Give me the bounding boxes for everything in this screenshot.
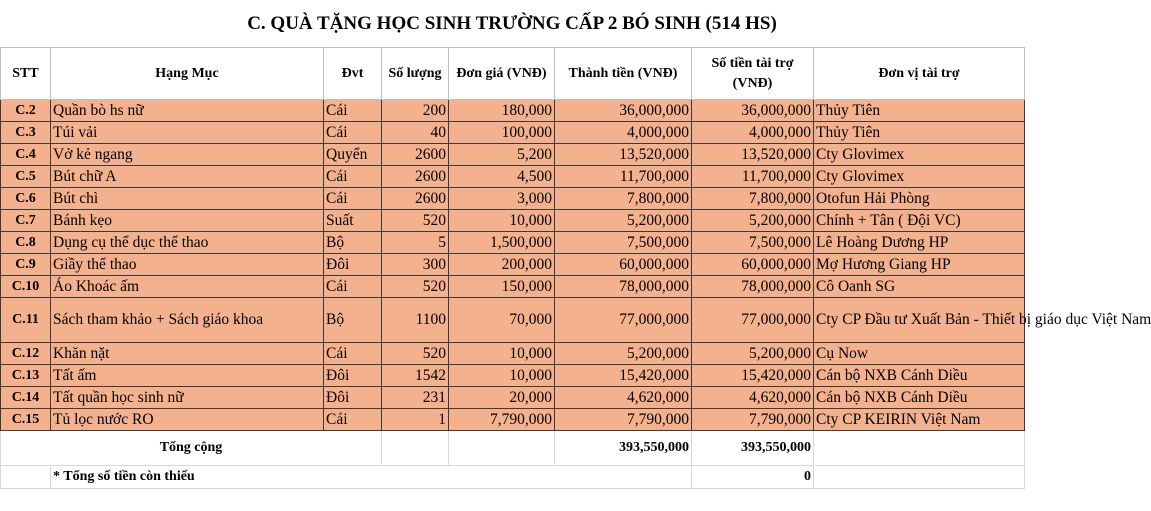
table-row xyxy=(1,144,1025,166)
cell-item: Tất ấm xyxy=(51,365,324,387)
cell-stt: C.15 xyxy=(1,409,51,431)
header-qty: Số lượng xyxy=(382,48,449,100)
cell-price: 10,000 xyxy=(449,210,555,232)
table-row xyxy=(1,122,1025,144)
cell-sponsor: Cán bộ NXB Cánh Diều xyxy=(814,365,1025,387)
header-row xyxy=(1,48,1025,100)
cell-item: Vở kẻ ngang xyxy=(51,144,324,166)
cell-unit: Cái xyxy=(324,166,382,188)
total-sponsored: 393,550,000 xyxy=(692,431,814,466)
cell-qty: 1100 xyxy=(382,298,449,343)
sheet-title: C. QUÀ TẶNG HỌC SINH TRƯỜNG CẤP 2 BÓ SINH (514 HS) xyxy=(0,0,1024,48)
cell-qty: 231 xyxy=(382,387,449,409)
cell-qty: 2600 xyxy=(382,144,449,166)
cell-price: 10,000 xyxy=(449,365,555,387)
cell-sponsored: 7,790,000 xyxy=(692,409,814,431)
cell-stt: C.11 xyxy=(1,298,51,343)
cell-price: 4,500 xyxy=(449,166,555,188)
cell-unit: Suất xyxy=(324,210,382,232)
cell-stt: C.2 xyxy=(1,100,51,122)
cell-qty: 520 xyxy=(382,343,449,365)
cell-item: Dụng cụ thể dục thể thao xyxy=(51,232,324,254)
cell-sponsor: Mợ Hương Giang HP xyxy=(814,254,1025,276)
cell-sponsor: Lê Hoàng Dương HP xyxy=(814,232,1025,254)
cell-sponsor: Cty Glovimex xyxy=(814,144,1025,166)
cell-item: Bút chữ A xyxy=(51,166,324,188)
cell-price: 3,000 xyxy=(449,188,555,210)
total-label: Tổng cộng xyxy=(1,431,382,466)
total-empty-qty xyxy=(382,431,449,466)
cell-item: Khăn nặt xyxy=(51,343,324,365)
gift-table xyxy=(0,47,1151,489)
cell-stt: C.8 xyxy=(1,232,51,254)
shortfall-row xyxy=(1,466,1025,489)
cell-amount: 15,420,000 xyxy=(555,365,692,387)
cell-price: 180,000 xyxy=(449,100,555,122)
shortfall-value: 0 xyxy=(692,466,814,489)
cell-item: Bút chì xyxy=(51,188,324,210)
header-item: Hạng Mục xyxy=(51,48,324,100)
shortfall-empty-sponsor xyxy=(814,466,1025,489)
cell-unit: Bộ xyxy=(324,298,382,343)
cell-qty: 300 xyxy=(382,254,449,276)
cell-stt: C.12 xyxy=(1,343,51,365)
cell-stt: C.9 xyxy=(1,254,51,276)
cell-sponsored: 36,000,000 xyxy=(692,100,814,122)
cell-sponsored: 60,000,000 xyxy=(692,254,814,276)
cell-item: Bánh kẹo xyxy=(51,210,324,232)
cell-item: Áo Khoác ấm xyxy=(51,276,324,298)
table-row xyxy=(1,210,1025,232)
table-row xyxy=(1,100,1025,122)
cell-price: 5,200 xyxy=(449,144,555,166)
cell-price: 70,000 xyxy=(449,298,555,343)
header-price: Đơn giá (VNĐ) xyxy=(449,48,555,100)
cell-unit: Cái xyxy=(324,276,382,298)
cell-item: Tất quần học sinh nữ xyxy=(51,387,324,409)
total-empty-sponsor xyxy=(814,431,1025,466)
cell-amount: 7,790,000 xyxy=(555,409,692,431)
cell-price: 200,000 xyxy=(449,254,555,276)
table-row xyxy=(1,298,1025,343)
cell-price: 100,000 xyxy=(449,122,555,144)
cell-amount: 36,000,000 xyxy=(555,100,692,122)
table-row xyxy=(1,276,1025,298)
table-row xyxy=(1,343,1025,365)
cell-qty: 2600 xyxy=(382,166,449,188)
table-row xyxy=(1,387,1025,409)
cell-sponsored: 5,200,000 xyxy=(692,210,814,232)
cell-amount: 11,700,000 xyxy=(555,166,692,188)
cell-unit: Cái xyxy=(324,343,382,365)
cell-stt: C.14 xyxy=(1,387,51,409)
cell-price: 7,790,000 xyxy=(449,409,555,431)
cell-sponsored: 13,520,000 xyxy=(692,144,814,166)
cell-price: 1,500,000 xyxy=(449,232,555,254)
cell-qty: 40 xyxy=(382,122,449,144)
cell-amount: 5,200,000 xyxy=(555,210,692,232)
cell-stt: C.3 xyxy=(1,122,51,144)
header-unit: Đvt xyxy=(324,48,382,100)
cell-qty: 520 xyxy=(382,276,449,298)
cell-amount: 7,500,000 xyxy=(555,232,692,254)
cell-qty: 1 xyxy=(382,409,449,431)
cell-stt: C.10 xyxy=(1,276,51,298)
cell-stt: C.13 xyxy=(1,365,51,387)
total-row xyxy=(1,431,1025,466)
cell-sponsor: Thủy Tiên xyxy=(814,100,1025,122)
cell-sponsor: Otofun Hải Phòng xyxy=(814,188,1025,210)
cell-sponsor: Cụ Now xyxy=(814,343,1025,365)
cell-amount: 4,000,000 xyxy=(555,122,692,144)
table-row xyxy=(1,409,1025,431)
cell-sponsored: 7,800,000 xyxy=(692,188,814,210)
header-amount: Thành tiền (VNĐ) xyxy=(555,48,692,100)
cell-unit: Đôi xyxy=(324,365,382,387)
cell-stt: C.5 xyxy=(1,166,51,188)
cell-amount: 5,200,000 xyxy=(555,343,692,365)
cell-price: 20,000 xyxy=(449,387,555,409)
cell-qty: 200 xyxy=(382,100,449,122)
cell-amount: 7,800,000 xyxy=(555,188,692,210)
cell-sponsor: Cty CP Đầu tư Xuất Bản - Thiết bị giáo dục Việt Nam xyxy=(814,298,1025,343)
cell-sponsored: 7,500,000 xyxy=(692,232,814,254)
cell-sponsor: Thủy Tiên xyxy=(814,122,1025,144)
cell-price: 10,000 xyxy=(449,343,555,365)
total-amount: 393,550,000 xyxy=(555,431,692,466)
table-row xyxy=(1,365,1025,387)
cell-unit: Quyển xyxy=(324,144,382,166)
cell-sponsor: Chính + Tân ( Đội VC) xyxy=(814,210,1025,232)
table-row xyxy=(1,254,1025,276)
cell-amount: 4,620,000 xyxy=(555,387,692,409)
header-sponsored: Số tiền tài trợ (VNĐ) xyxy=(692,48,814,100)
cell-qty: 5 xyxy=(382,232,449,254)
cell-sponsor: Cán bộ NXB Cánh Diều xyxy=(814,387,1025,409)
cell-item: Giầy thể thao xyxy=(51,254,324,276)
table-row xyxy=(1,232,1025,254)
cell-qty: 1542 xyxy=(382,365,449,387)
header-sponsor: Đơn vị tài trợ xyxy=(814,48,1025,100)
cell-stt: C.6 xyxy=(1,188,51,210)
table-row xyxy=(1,188,1025,210)
cell-amount: 13,520,000 xyxy=(555,144,692,166)
shortfall-empty-stt xyxy=(1,466,51,489)
cell-unit: Cái xyxy=(324,122,382,144)
cell-sponsored: 78,000,000 xyxy=(692,276,814,298)
cell-amount: 78,000,000 xyxy=(555,276,692,298)
cell-amount: 60,000,000 xyxy=(555,254,692,276)
cell-item: Túi vải xyxy=(51,122,324,144)
cell-item: Quần bò hs nữ xyxy=(51,100,324,122)
cell-amount: 77,000,000 xyxy=(555,298,692,343)
cell-stt: C.4 xyxy=(1,144,51,166)
cell-unit: Bộ xyxy=(324,232,382,254)
cell-sponsor: Cô Oanh SG xyxy=(814,276,1025,298)
cell-sponsored: 4,620,000 xyxy=(692,387,814,409)
cell-sponsored: 5,200,000 xyxy=(692,343,814,365)
cell-unit: Đôi xyxy=(324,387,382,409)
cell-qty: 2600 xyxy=(382,188,449,210)
cell-unit: Cái xyxy=(324,188,382,210)
header-stt: STT xyxy=(1,48,51,100)
cell-unit: Cái xyxy=(324,409,382,431)
cell-sponsor: Cty CP KEIRIN Việt Nam xyxy=(814,409,1025,431)
cell-unit: Cái xyxy=(324,100,382,122)
table-row xyxy=(1,166,1025,188)
cell-sponsored: 11,700,000 xyxy=(692,166,814,188)
cell-unit: Đôi xyxy=(324,254,382,276)
cell-item: Tủ lọc nước RO xyxy=(51,409,324,431)
cell-item: Sách tham khảo + Sách giáo khoa xyxy=(51,298,324,343)
cell-sponsor: Cty Glovimex xyxy=(814,166,1025,188)
cell-sponsored: 77,000,000 xyxy=(692,298,814,343)
shortfall-label: * Tổng số tiền còn thiếu xyxy=(51,466,692,489)
cell-stt: C.7 xyxy=(1,210,51,232)
cell-qty: 520 xyxy=(382,210,449,232)
cell-price: 150,000 xyxy=(449,276,555,298)
cell-sponsored: 15,420,000 xyxy=(692,365,814,387)
cell-sponsored: 4,000,000 xyxy=(692,122,814,144)
total-empty-price xyxy=(449,431,555,466)
